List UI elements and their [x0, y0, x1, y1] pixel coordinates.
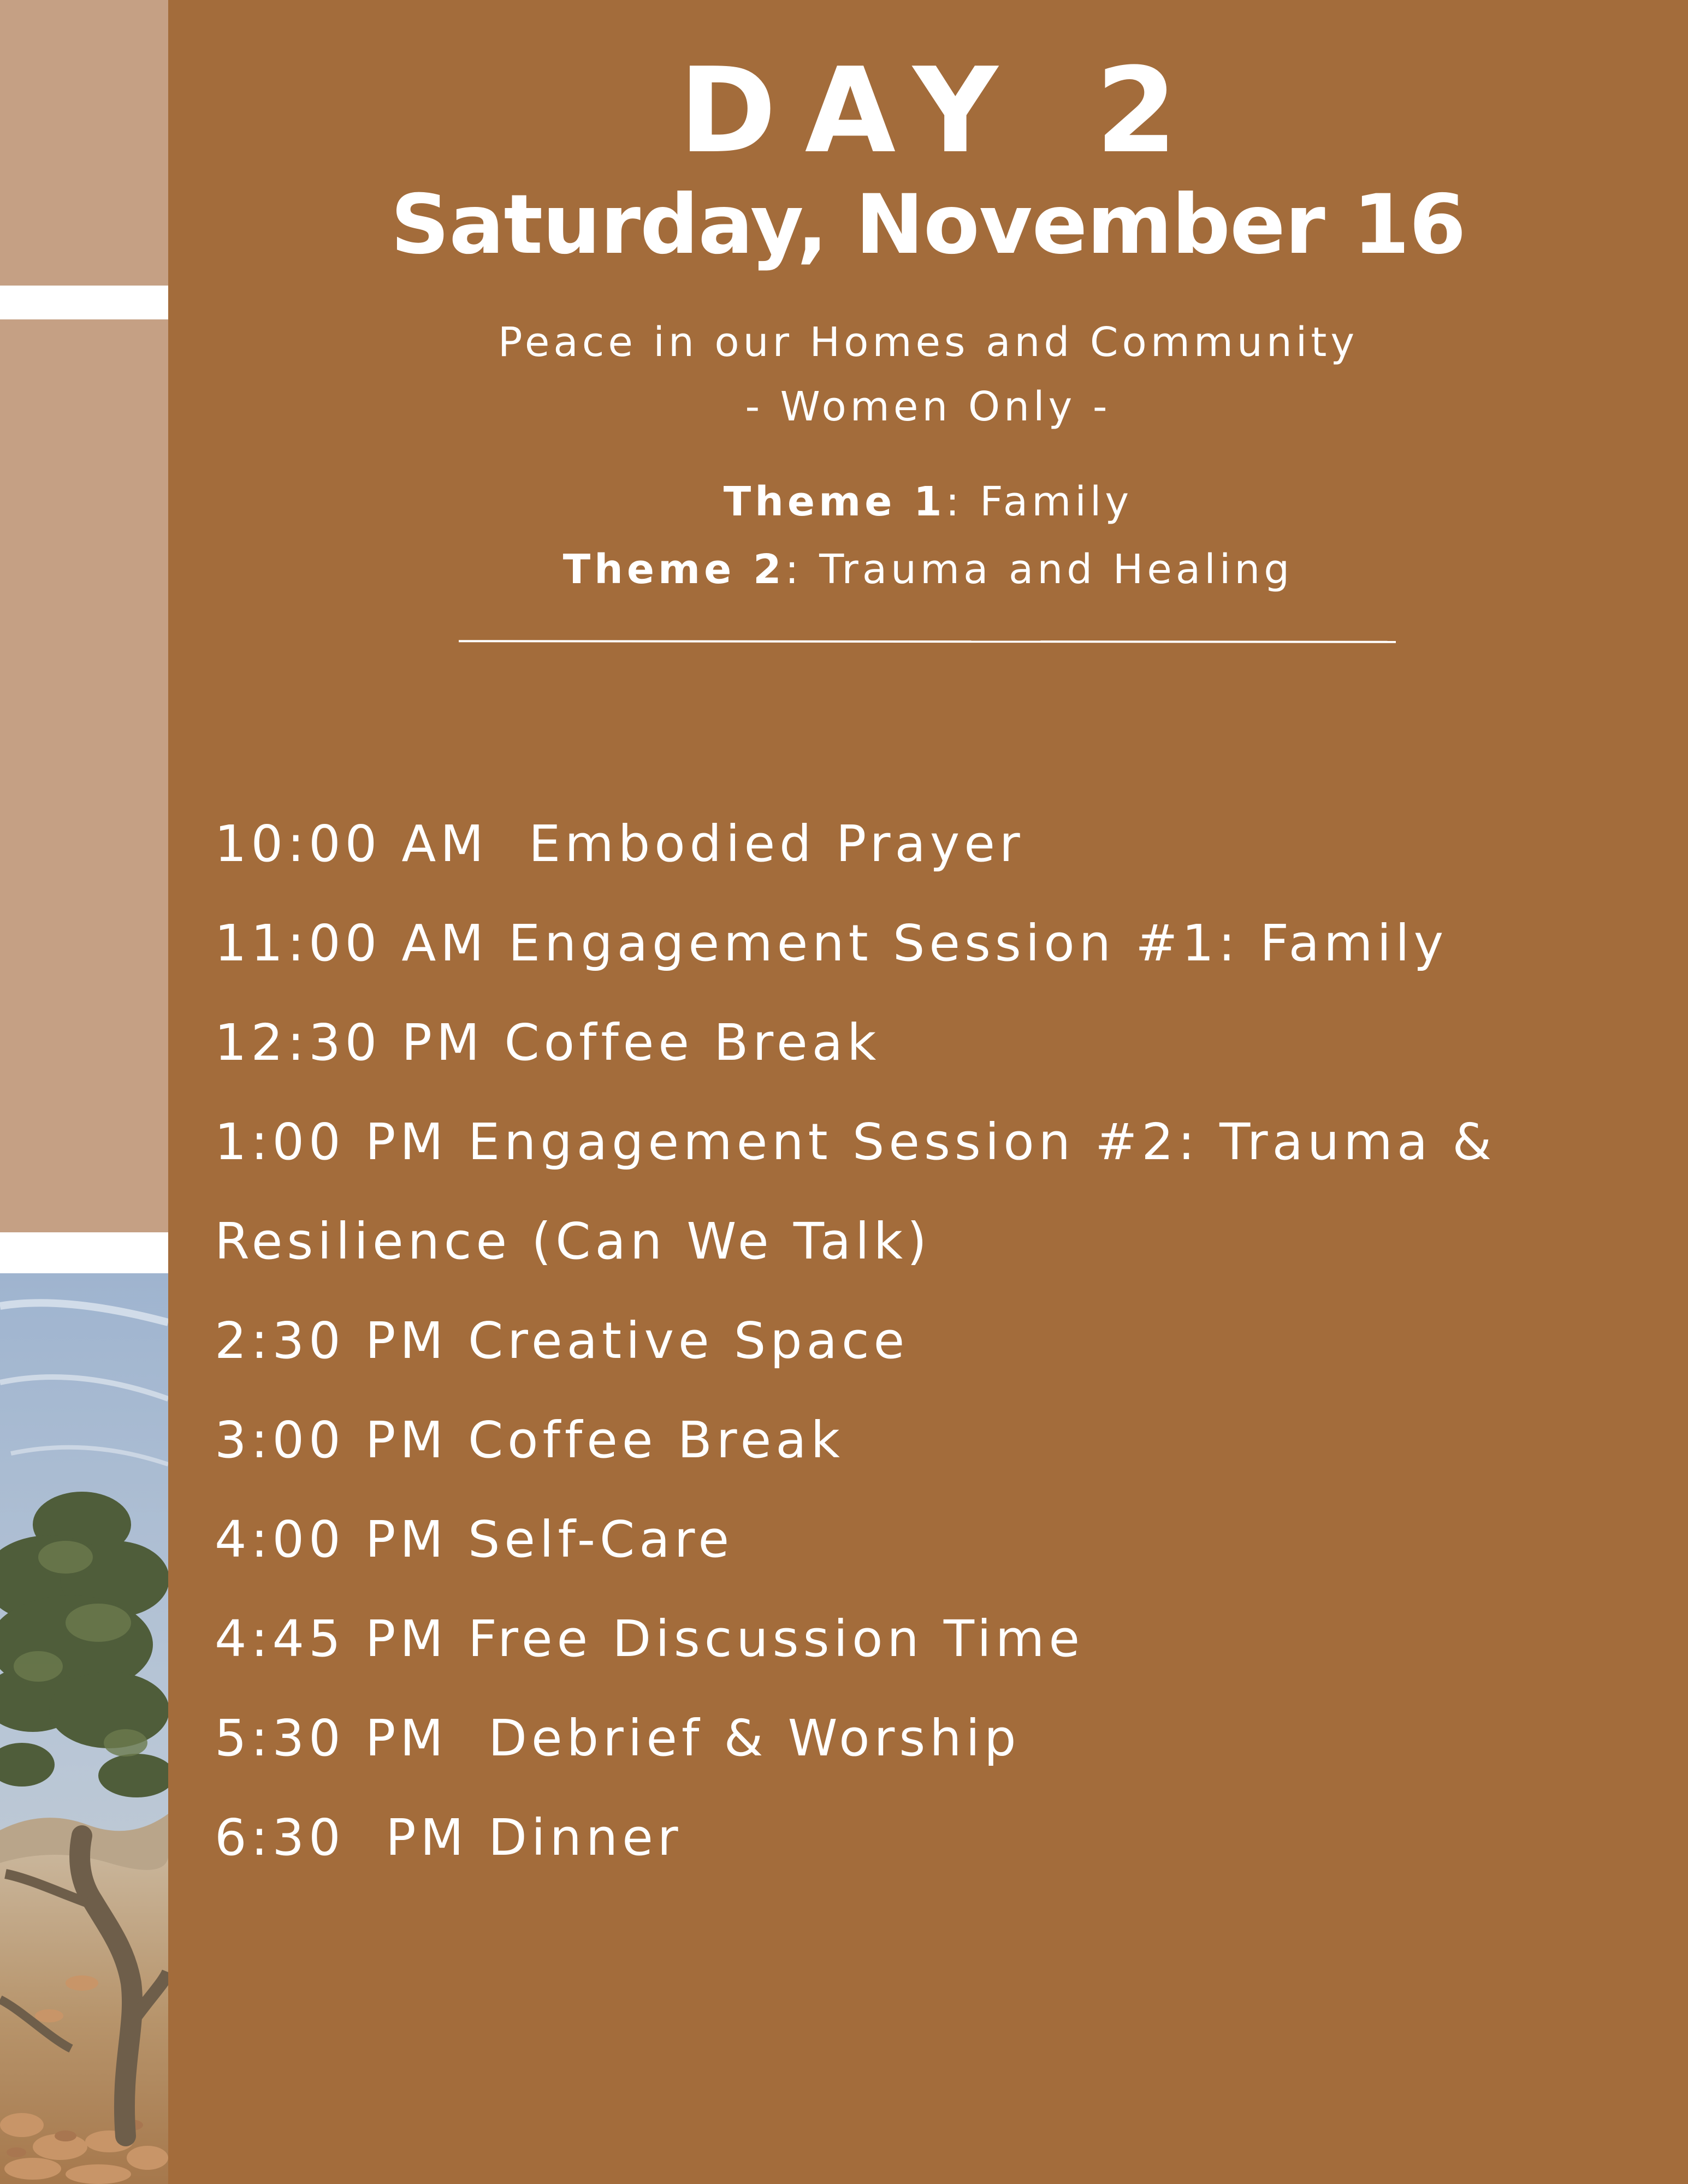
date-heading: Saturday, November 16: [390, 177, 1466, 272]
schedule-item: 5:30 PM Debrief & Worship: [215, 1709, 1021, 1767]
schedule-item: 10:00 AM Embodied Prayer: [215, 815, 1024, 873]
day-title: DAY 2: [679, 42, 1206, 179]
theme-2: [168, 546, 1688, 593]
white-separator-top: [0, 286, 168, 319]
schedule-item: 4:45 PM Free Discussion Time: [215, 1610, 1085, 1668]
theme-1-label: Theme 1: [723, 478, 946, 525]
schedule-item: 11:00 AM Engagement Session #1: Family: [215, 914, 1448, 972]
schedule-item: 3:00 PM Coffee Break: [215, 1411, 844, 1469]
schedule-item: 2:30 PM Creative Space: [215, 1311, 909, 1370]
left-decorative-strip: [0, 0, 168, 2184]
theme-2-value: : Trauma and Healing: [785, 546, 1294, 593]
tan-color-block-middle: [0, 319, 168, 1232]
event-subtitle: Peace in our Homes and Community: [497, 319, 1359, 366]
audience-note: - Women Only -: [745, 383, 1111, 430]
theme-1: [168, 478, 1688, 525]
schedule-item-continuation: Resilience (Can We Talk): [215, 1212, 931, 1271]
tan-color-block-top: [0, 0, 168, 286]
theme-2-label: Theme 2: [562, 546, 785, 593]
white-separator-bottom: [0, 1232, 168, 1273]
schedule-list: [215, 794, 1496, 1888]
olive-tree-landscape-image: [0, 1273, 168, 2184]
schedule-item: 4:00 PM Self-Care: [215, 1510, 734, 1569]
schedule-item: 1:00 PM Engagement Session #2: Trauma &: [215, 1113, 1496, 1171]
schedule-item: 6:30 PM Dinner: [215, 1808, 683, 1867]
schedule-item: 12:30 PM Coffee Break: [215, 1013, 881, 1072]
schedule-panel: [168, 0, 1688, 2184]
divider-line: [459, 640, 1396, 643]
olive-tree-photo: [0, 1273, 168, 2184]
theme-1-value: : Family: [945, 478, 1133, 525]
